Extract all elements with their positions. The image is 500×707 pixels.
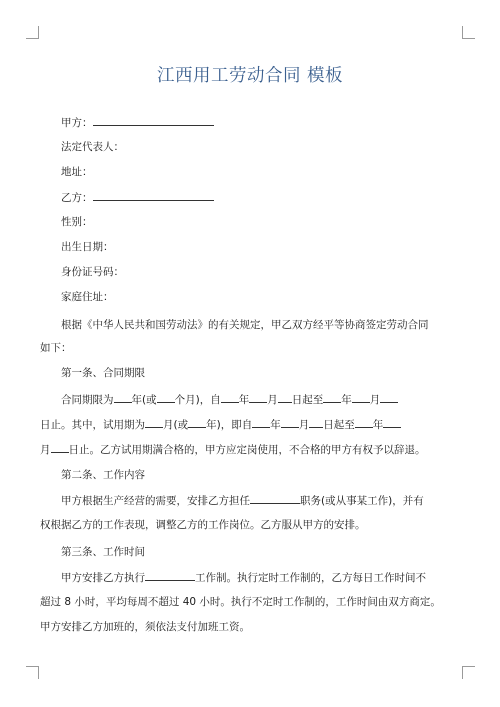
- crop-mark-bottom-right: [462, 666, 475, 679]
- article-1-line-1: 合同期限为 年(或 个月)，自 年 月 日起至 年 月: [61, 392, 398, 407]
- party-a-field: 甲方：: [61, 115, 214, 130]
- address-field: 地址：: [61, 166, 93, 178]
- crop-mark-top-left: [26, 26, 39, 39]
- party-b-field: 乙方：: [61, 190, 214, 205]
- article-1-heading: 第一条、合同期限: [61, 367, 145, 379]
- legal-rep-field: 法定代表人：: [61, 141, 124, 153]
- article-3-heading: 第三条、工作时间: [61, 546, 145, 558]
- article-1-line-2: 日止。其中，试用期为 月(或 年)，即自 年 月 日起至 年: [40, 417, 401, 432]
- id-number-field: 身份证号码：: [61, 266, 124, 278]
- document-title: 江西用工劳动合同 模板: [156, 66, 344, 86]
- article-2-line-1: 甲方根据生产经营的需要，安排乙方担任 职务(或从事某工作)，并有: [61, 495, 424, 507]
- crop-mark-bottom-left: [26, 666, 39, 679]
- article-2-heading: 第二条、工作内容: [61, 469, 145, 481]
- article-3-line-3: 甲方安排乙方加班的，须依法支付加班工资。: [40, 621, 250, 633]
- article-3-line-1: 甲方安排乙方执行 工作制。执行定时工作制的，乙方每日工作时间不: [61, 572, 426, 584]
- gender-field: 性别：: [61, 216, 93, 228]
- article-3-line-2: 超过 8 小时，平均每周不超过 40 小时。执行不定时工作制的，工作时间由双方商定。: [40, 596, 441, 608]
- birth-date-field: 出生日期：: [61, 241, 114, 253]
- crop-mark-top-right: [462, 26, 475, 39]
- home-address-field: 家庭住址：: [61, 291, 114, 303]
- intro-line-2: 如下：: [40, 342, 72, 354]
- article-2-line-2: 权根据乙方的工作表现，调整乙方的工作岗位。乙方服从甲方的安排。: [40, 519, 366, 531]
- intro-line-1: 根据《中华人民共和国劳动法》的有关规定，甲乙双方经平等协商签定劳动合同: [61, 319, 429, 331]
- article-1-line-3: 月 日止。乙方试用期满合格的，甲方应定岗使用，不合格的甲方有权予以辞退。: [40, 444, 426, 456]
